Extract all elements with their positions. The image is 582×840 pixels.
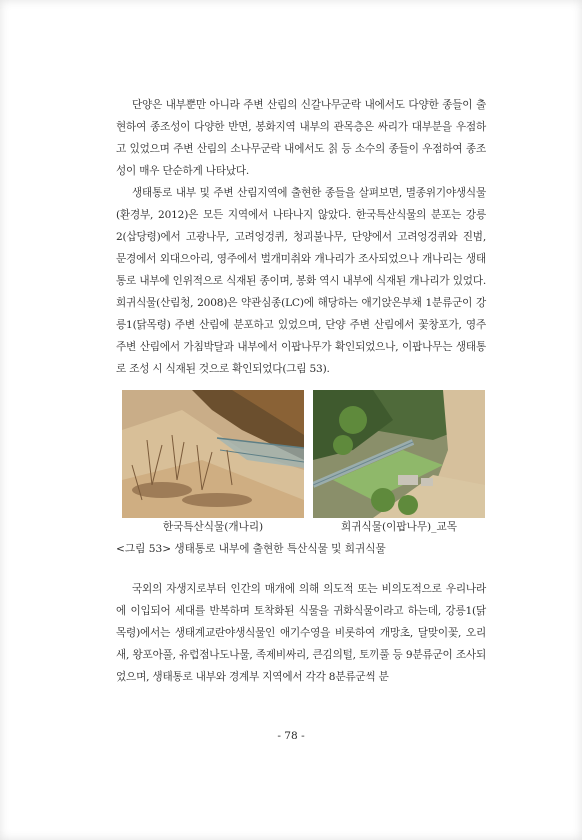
page-number: - 78 - [277, 730, 305, 742]
photo-retusa-fringe-tree [313, 390, 485, 518]
photo-caption-left: 한국특산식물(개나리) [162, 521, 264, 533]
paragraph-1: 단양은 내부뿐만 아니라 주변 산림의 신갈나무군락 내에서도 다양한 종들이 출현하여 종조성이 다양한 반면, 봉화지역 내부의 관목층은 싸리가 대부분을 우점하고 있었으며 주변 산림의 소나무군락 내에서도 칡 등 소수의 종들이 우점하여 종조성이 매우 단순하게 나타났다. [116, 99, 486, 177]
paragraph-3: 국외의 자생지로부터 인간의 매개에 의해 의도적 또는 비의도적으로 우리나라에 이입되어 세대를 반복하며 토착화된 식물을 귀화식물이라고 하는데, 강릉1(닭목령)에서는 생태계교란야생식물인 애기수영을 비롯하여 개망초, 달맞이꽃, 오리새, 왕포아풀, 유럽점나도나물, 족제비싸리, 큰김의털, 토끼풀 등 9분류군이 조사되었으며, 생태통로 내부와 경계부 지역에서 각각 8분류군씩 분 [116, 583, 486, 683]
photo-caption-right: 희귀식물(이팝나무)_교목 [341, 521, 457, 533]
photo-forsythia [122, 390, 304, 518]
paragraph-2: 생태통로 내부 및 주변 산림지역에 출현한 종들을 살펴보면, 멸종위기야생식물(환경부, 2012)은 모든 지역에서 나타나지 않았다. 한국특산식물의 분포는 강릉2(삽당령)에서 고광나무, 고려엉겅퀴, 청괴불나무, 단양에서 고려엉겅퀴와 진범, 문경에서 외대으아리, 영주에서 벌개미취와 개나리가 조사되었으나 개나리는 생태통로 내부에 인위적으로 식재된 종이며, 봉화 역시 내부에 식재된 개나리가 있었다. 희귀식물(산림청, 2008)은 약관심종(LC)에 해당하는 애기앉은부채 1분류군이 강릉1(닭목령) 주변 산림에 분포하고 있었으며, 단양 주변 산림에서 꽃창포가, 영주 주변 산림에서 가침박달과 내부에서 이팝나무가 확인되었으나, 이팝나무는 생태통로 조성 시 식재된 것으로 확인되었다(그림 53). [116, 187, 486, 375]
figure-caption: <그림 53> 생태통로 내부에 출현한 특산식물 및 희귀식물 [116, 543, 386, 555]
